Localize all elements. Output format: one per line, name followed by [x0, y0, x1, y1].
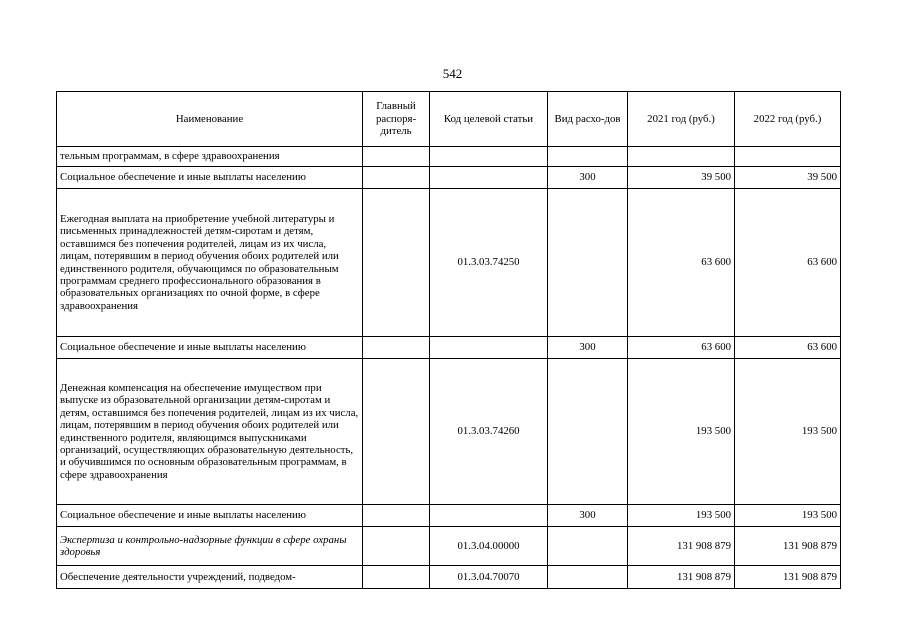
header-glavny: Главный распоря-дитель: [363, 92, 430, 147]
table-row: [57, 147, 841, 167]
row-kod-cell: 01.3.04.00000: [430, 527, 548, 566]
row-2022-cell: 63 600: [735, 189, 841, 337]
row-name-cell: Обеспечение деятельности учреждений, подведом-: [57, 566, 363, 589]
header-kod: Код целевой статьи: [430, 92, 548, 147]
row-glavny-cell: [363, 147, 430, 167]
header-name: Наименование: [57, 92, 363, 147]
row-glavny-cell: [363, 189, 430, 337]
row-2021-cell: 63 600: [628, 337, 735, 359]
row-name-cell: тельным программам, в сфере здравоохранения: [57, 147, 363, 167]
table-row: [57, 189, 841, 337]
row-vid-cell: [548, 189, 628, 337]
header-2021: 2021 год (руб.): [628, 92, 735, 147]
row-2022-cell: 131 908 879: [735, 527, 841, 566]
row-kod-cell: 01.3.04.70070: [430, 566, 548, 589]
table-row: [57, 505, 841, 527]
row-name-cell: Социальное обеспечение и иные выплаты населению: [57, 337, 363, 359]
row-vid-cell: [548, 359, 628, 505]
header-2022: 2022 год (руб.): [735, 92, 841, 147]
row-name-cell: Денежная компенсация на обеспечение имуществом при выпуске из образовательной организации детям-сиротам и детям, оставшимся без попечения родителей, лицам из их числа, лицам, потерявшим в период обучения обоих родителей или единственного родителя, являющимся выпускниками организаций, осуществляющих образовательную деятельность, и обучившимся по основным образовательным программам, в сфере здравоохранения: [57, 359, 363, 505]
row-kod-cell: 01.3.03.74250: [430, 189, 548, 337]
row-2021-cell: 131 908 879: [628, 527, 735, 566]
row-2021-cell: 193 500: [628, 359, 735, 505]
row-vid-cell: 300: [548, 505, 628, 527]
table-row: [57, 337, 841, 359]
row-name-cell: Ежегодная выплата на приобретение учебной литературы и письменных принадлежностей детям-сиротам и детям, оставшимся без попечения родителей, лицам из их числа, лицам, потерявшим в период обучения обоих родителей или единственного родителя, обучающимся по образовательным программам среднего профессионального образования в образовательных организациях по очной форме, в сфере здравоохранения: [57, 189, 363, 337]
header-vid: Вид расхо-дов: [548, 92, 628, 147]
page-number: 542: [442, 66, 463, 81]
row-kod-cell: 01.3.03.74260: [430, 359, 548, 505]
table-row: [57, 167, 841, 189]
table-row: [57, 527, 841, 566]
row-2022-cell: 63 600: [735, 337, 841, 359]
row-2022-cell: [735, 147, 841, 167]
table-row: [57, 359, 841, 505]
row-kod-cell: [430, 147, 548, 167]
row-2022-cell: 193 500: [735, 505, 841, 527]
row-vid-cell: [548, 147, 628, 167]
row-name-cell: Экспертиза и контрольно-надзорные функции в сфере охраны здоровья: [57, 527, 363, 566]
row-glavny-cell: [363, 359, 430, 505]
table-row: [57, 566, 841, 589]
row-kod-cell: [430, 505, 548, 527]
row-glavny-cell: [363, 167, 430, 189]
row-name-cell: Социальное обеспечение и иные выплаты населению: [57, 505, 363, 527]
row-glavny-cell: [363, 337, 430, 359]
row-kod-cell: [430, 167, 548, 189]
row-2021-cell: 63 600: [628, 189, 735, 337]
row-name-cell: Социальное обеспечение и иные выплаты населению: [57, 167, 363, 189]
row-2022-cell: 131 908 879: [735, 566, 841, 589]
row-glavny-cell: [363, 566, 430, 589]
row-glavny-cell: [363, 527, 430, 566]
table-body: [57, 147, 841, 589]
row-kod-cell: [430, 337, 548, 359]
row-2021-cell: [628, 147, 735, 167]
row-glavny-cell: [363, 505, 430, 527]
budget-table: [56, 91, 841, 589]
row-2021-cell: 193 500: [628, 505, 735, 527]
row-vid-cell: 300: [548, 167, 628, 189]
row-2021-cell: 131 908 879: [628, 566, 735, 589]
row-2022-cell: 39 500: [735, 167, 841, 189]
row-2021-cell: 39 500: [628, 167, 735, 189]
row-vid-cell: [548, 566, 628, 589]
row-vid-cell: [548, 527, 628, 566]
row-vid-cell: 300: [548, 337, 628, 359]
row-2022-cell: 193 500: [735, 359, 841, 505]
header-row: [57, 92, 841, 147]
